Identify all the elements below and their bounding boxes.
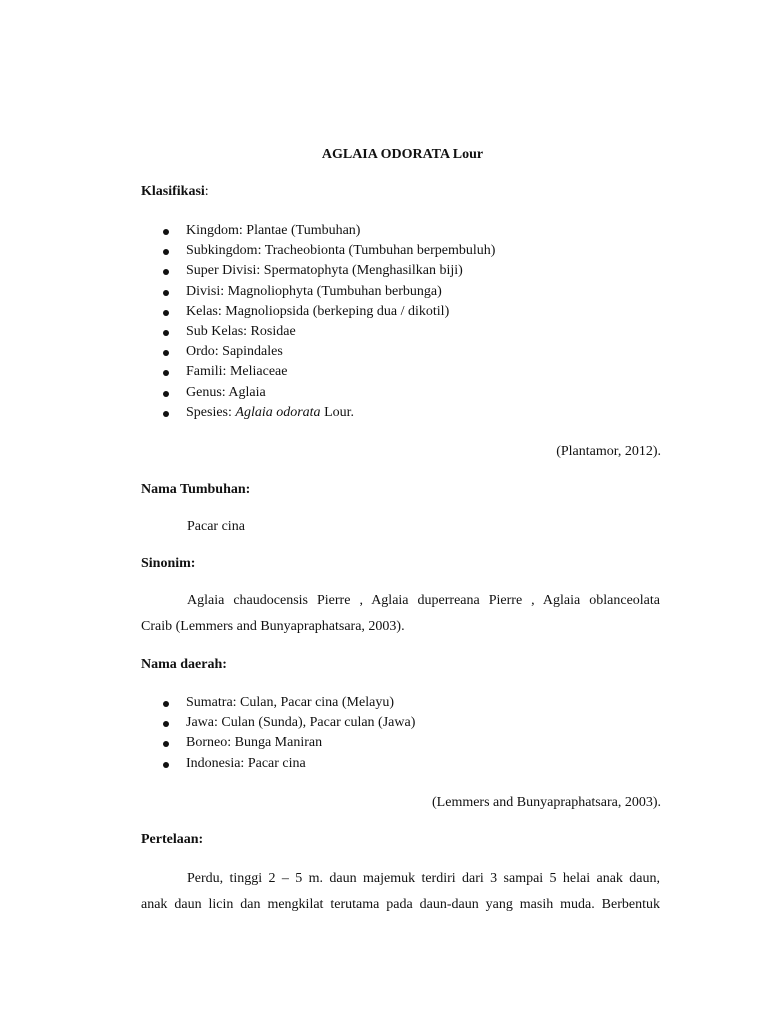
sinonim-line-1: Aglaia chaudocensis Pierre , Aglaia duperreana Pierre , Aglaia oblanceolata: [187, 593, 660, 608]
list-item: Subkingdom: Tracheobionta (Tumbuhan berpembuluh): [141, 241, 495, 261]
list-item: Sub Kelas: Rosidae: [141, 322, 495, 342]
list-item: Sumatra: Culan, Pacar cina (Melayu): [141, 693, 415, 713]
sinonim-heading: Sinonim:: [141, 556, 196, 571]
spesies-prefix: Spesies:: [186, 404, 236, 420]
pertelaan-line-2: anak daun licin dan mengkilat terutama pada daun-daun yang masih muda. Berbentuk: [141, 897, 660, 912]
klasifikasi-citation: (Plantamor, 2012).: [556, 444, 661, 459]
pertelaan-heading: Pertelaan:: [141, 832, 204, 847]
list-item: Genus: Aglaia: [141, 383, 495, 403]
pertelaan-paragraph: [141, 869, 660, 921]
list-item: Jawa: Culan (Sunda), Pacar culan (Jawa): [141, 713, 415, 733]
list-item: Super Divisi: Spermatophyta (Menghasilkan biji): [141, 261, 495, 281]
klasifikasi-heading: [141, 184, 209, 200]
list-item: Ordo: Sapindales: [141, 342, 495, 362]
list-item: Divisi: Magnoliophyta (Tumbuhan berbunga): [141, 282, 495, 302]
nama-daerah-list: [141, 693, 415, 774]
nama-daerah-heading: Nama daerah:: [141, 657, 227, 672]
nama-daerah-citation: (Lemmers and Bunyapraphatsara, 2003).: [432, 795, 661, 810]
document-title: AGLAIA ODORATA Lour: [321, 147, 484, 162]
nama-tumbuhan-heading: Nama Tumbuhan:: [141, 482, 251, 497]
spesies-name: Aglaia odorata: [235, 404, 321, 420]
klasifikasi-list: [141, 221, 495, 423]
klasifikasi-colon: :: [204, 184, 209, 199]
klasifikasi-heading-text: Klasifikasi: [141, 184, 205, 199]
list-item: Kelas: Magnoliopsida (berkeping dua / dikotil): [141, 302, 495, 322]
pertelaan-line-1: Perdu, tinggi 2 – 5 m. daun majemuk terdiri dari 3 sampai 5 helai anak daun,: [187, 871, 660, 886]
nama-tumbuhan-value: Pacar cina: [187, 519, 245, 534]
sinonim-line-2: Craib (Lemmers and Bunyapraphatsara, 2003).: [141, 619, 405, 634]
list-item: Borneo: Bunga Maniran: [141, 733, 415, 753]
list-item: Kingdom: Plantae (Tumbuhan): [141, 221, 495, 241]
list-item: Famili: Meliaceae: [141, 362, 495, 382]
spesies-suffix: Lour.: [320, 404, 355, 420]
list-item-spesies: [141, 403, 495, 423]
sinonim-paragraph: [141, 591, 660, 643]
list-item: Indonesia: Pacar cina: [141, 754, 415, 774]
